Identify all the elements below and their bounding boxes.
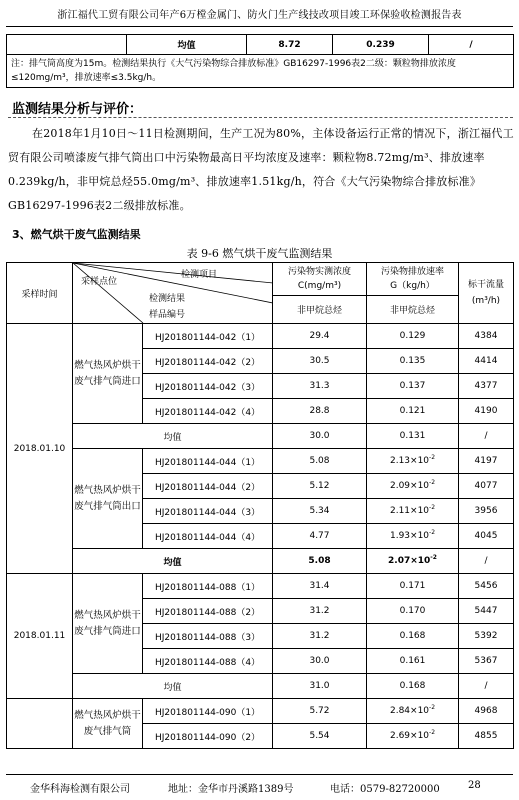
flow-value: 4190 (459, 399, 514, 424)
header-flow-label: 标干流量 (467, 280, 504, 290)
flow-value: 4197 (459, 449, 514, 474)
header-test-item: 检测项目 (181, 270, 218, 280)
sample-number: HJ201801144-044（4） (143, 524, 273, 549)
table-row (7, 574, 514, 599)
flow-value: 4855 (459, 724, 514, 749)
flow-value: 4377 (459, 374, 514, 399)
blank-cell (7, 35, 127, 55)
concentration-value: 30.0 (273, 424, 367, 449)
rate-value (367, 499, 459, 524)
table-row (7, 324, 514, 349)
header-rate-unit: G（kg/h） (390, 280, 435, 291)
header-rule (6, 26, 513, 27)
sample-number: HJ201801144-044（1） (143, 449, 273, 474)
rate-mantissa: 2.11×10 (389, 506, 430, 516)
rate-value: 0.170 (367, 599, 459, 624)
header-sampling-time: 采样时间 (7, 263, 73, 324)
rate-value: 0.129 (367, 324, 459, 349)
flow-value: / (459, 424, 514, 449)
gas-drying-results-table (6, 262, 514, 749)
sampling-date-continued (7, 699, 73, 749)
average-label: 均值 (73, 424, 273, 449)
rate-value: 0.137 (367, 374, 459, 399)
flow-value: 5392 (459, 624, 514, 649)
concentration-value: 5.12 (273, 474, 367, 499)
table-row (7, 549, 514, 574)
sampling-point: 燃气热风炉烘干废气排气筒出口 (73, 449, 143, 549)
sampling-point: 燃气热风炉烘干废气排气筒进口 (73, 574, 143, 674)
sample-number: HJ201801144-042（2） (143, 349, 273, 374)
concentration-value: 31.2 (273, 599, 367, 624)
concentration-value: 30.5 (273, 349, 367, 374)
sampling-date: 2018.01.11 (7, 574, 73, 699)
rate-mantissa: 2.09×10 (389, 481, 430, 491)
section-divider (8, 117, 513, 118)
flow-value: 5447 (459, 599, 514, 624)
flow-value: 5456 (459, 574, 514, 599)
sample-number: HJ201801144-090（2） (143, 724, 273, 749)
sample-number: HJ201801144-088（1） (143, 574, 273, 599)
average-standard: / (429, 35, 514, 55)
rate-value: 0.135 (367, 349, 459, 374)
flow-value: 4384 (459, 324, 514, 349)
header-rate-label: 污染物排放速率 (380, 266, 444, 277)
rate-value (367, 699, 459, 724)
table-row (7, 674, 514, 699)
rate-mantissa: 2.07×10 (388, 556, 431, 566)
rate-value: 0.168 (367, 674, 459, 699)
concentration-value: 5.54 (273, 724, 367, 749)
rate-value: 0.168 (367, 624, 459, 649)
sample-number: HJ201801144-090（1） (143, 699, 273, 724)
rate-exponent: -2 (429, 729, 436, 736)
rate-value (367, 474, 459, 499)
sampling-point: 燃气热风炉烘干废气排气筒进口 (73, 324, 143, 424)
concentration-value: 4.77 (273, 524, 367, 549)
rate-exponent: -2 (429, 479, 436, 486)
flow-value: 4414 (459, 349, 514, 374)
header-test-result: 检测结果 (149, 294, 186, 304)
rate-exponent: -2 (429, 454, 436, 461)
table-row (7, 424, 514, 449)
footer-phone: 电话：0579-82720000 (330, 784, 440, 795)
sample-number: HJ201801144-042（4） (143, 399, 273, 424)
concentration-value: 5.34 (273, 499, 367, 524)
header-concentration (273, 263, 367, 296)
rate-value: 0.121 (367, 399, 459, 424)
header-concentration-unit: C(mg/m³) (297, 280, 342, 291)
sample-number: HJ201801144-044（3） (143, 499, 273, 524)
sample-number: HJ201801144-044（2） (143, 474, 273, 499)
rate-value (367, 724, 459, 749)
rate-mantissa: 2.84×10 (389, 706, 430, 716)
concentration-value: 28.8 (273, 399, 367, 424)
concentration-value: 31.3 (273, 374, 367, 399)
footer-rule (6, 774, 513, 775)
concentration-value: 5.72 (273, 699, 367, 724)
rate-value: 0.161 (367, 649, 459, 674)
sampling-point: 燃气热风炉烘干废气排气筒 (73, 699, 143, 749)
flow-value: 4045 (459, 524, 514, 549)
sample-number: HJ201801144-042（1） (143, 324, 273, 349)
table-note: 注：排气筒高度为15m。检测结果执行《大气污染物综合排放标准》GB16297-1996表2二级：颗粒物排放浓度≤120mg/m³，排放速率≤3.5kg/h。 (7, 55, 514, 88)
rate-exponent: -2 (430, 554, 437, 561)
flow-value: 4968 (459, 699, 514, 724)
average-concentration: 8.72 (247, 35, 333, 55)
analysis-paragraph: 在2018年1月10日～11日检测期间，生产工况为80%，主体设备运行正常的情况下，浙江福代工贸有限公司喷漆废气排气筒出口中污染物最高日平均浓度及速率：颗粒物8.72mg/m³、排放速率0.239kg/h，非甲烷总烃55.0mg/m³、排放速率1.51kg/h，符合《大气污染物综合排放标准》GB16297-1996表2二级排放标准。 (8, 127, 514, 212)
table-title: 表 9-6 燃气烘干废气监测结果 (186, 247, 333, 260)
concentration-value: 31.4 (273, 574, 367, 599)
concentration-value: 31.2 (273, 624, 367, 649)
rate-exponent: -2 (429, 529, 436, 536)
concentration-value: 30.0 (273, 649, 367, 674)
table-row (7, 699, 514, 724)
rate-value (367, 524, 459, 549)
rate-mantissa: 1.93×10 (389, 531, 430, 541)
rate-mantissa: 2.13×10 (389, 456, 430, 466)
table-row (7, 449, 514, 474)
concentration-value: 5.08 (273, 549, 367, 574)
rate-value (367, 549, 459, 574)
concentration-value: 29.4 (273, 324, 367, 349)
header-sub-rate: 非甲烷总烃 (367, 295, 459, 323)
rate-exponent: -2 (429, 504, 436, 511)
header-concentration-label: 污染物实测浓度 (287, 266, 351, 277)
header-flow (459, 263, 514, 324)
flow-value: 5367 (459, 649, 514, 674)
flow-value: 3956 (459, 499, 514, 524)
rate-exponent: -2 (429, 704, 436, 711)
concentration-value: 31.0 (273, 674, 367, 699)
rate-value (367, 449, 459, 474)
flow-value: 4077 (459, 474, 514, 499)
header-sample-number: 样品编号 (149, 310, 186, 320)
previous-results-table (6, 34, 514, 88)
rate-mantissa: 2.69×10 (389, 731, 430, 741)
header-sub-concentration: 非甲烷总烃 (273, 295, 367, 323)
rate-value: 0.131 (367, 424, 459, 449)
average-label: 均值 (73, 674, 273, 699)
header-diagonal-cell (73, 263, 273, 324)
sampling-date: 2018.01.10 (7, 324, 73, 574)
sample-number: HJ201801144-042（3） (143, 374, 273, 399)
section-heading-gas-drying: 3、燃气烘干废气监测结果 (12, 228, 141, 241)
header-flow-unit: (m³/h) (471, 296, 501, 306)
footer-page-number: 28 (468, 780, 481, 791)
header-emission-rate (367, 263, 459, 296)
flow-value: / (459, 549, 514, 574)
sample-number: HJ201801144-088（4） (143, 649, 273, 674)
sample-number: HJ201801144-088（3） (143, 624, 273, 649)
section-heading-analysis: 监测结果分析与评价： (12, 102, 143, 117)
page-header: 浙江福代工贸有限公司年产6万樘金属门、防火门生产线技改项目竣工环保验收检测报告表 (57, 10, 462, 21)
average-label: 均值 (127, 35, 247, 55)
concentration-value: 5.08 (273, 449, 367, 474)
flow-value: / (459, 674, 514, 699)
average-rate: 0.239 (333, 35, 429, 55)
average-label: 均值 (73, 549, 273, 574)
footer-company: 金华科海检测有限公司 (30, 784, 130, 795)
rate-value: 0.171 (367, 574, 459, 599)
sample-number: HJ201801144-088（2） (143, 599, 273, 624)
footer-address: 地址：金华市丹溪路1389号 (168, 784, 294, 795)
header-sampling-point: 采样点位 (81, 277, 118, 287)
